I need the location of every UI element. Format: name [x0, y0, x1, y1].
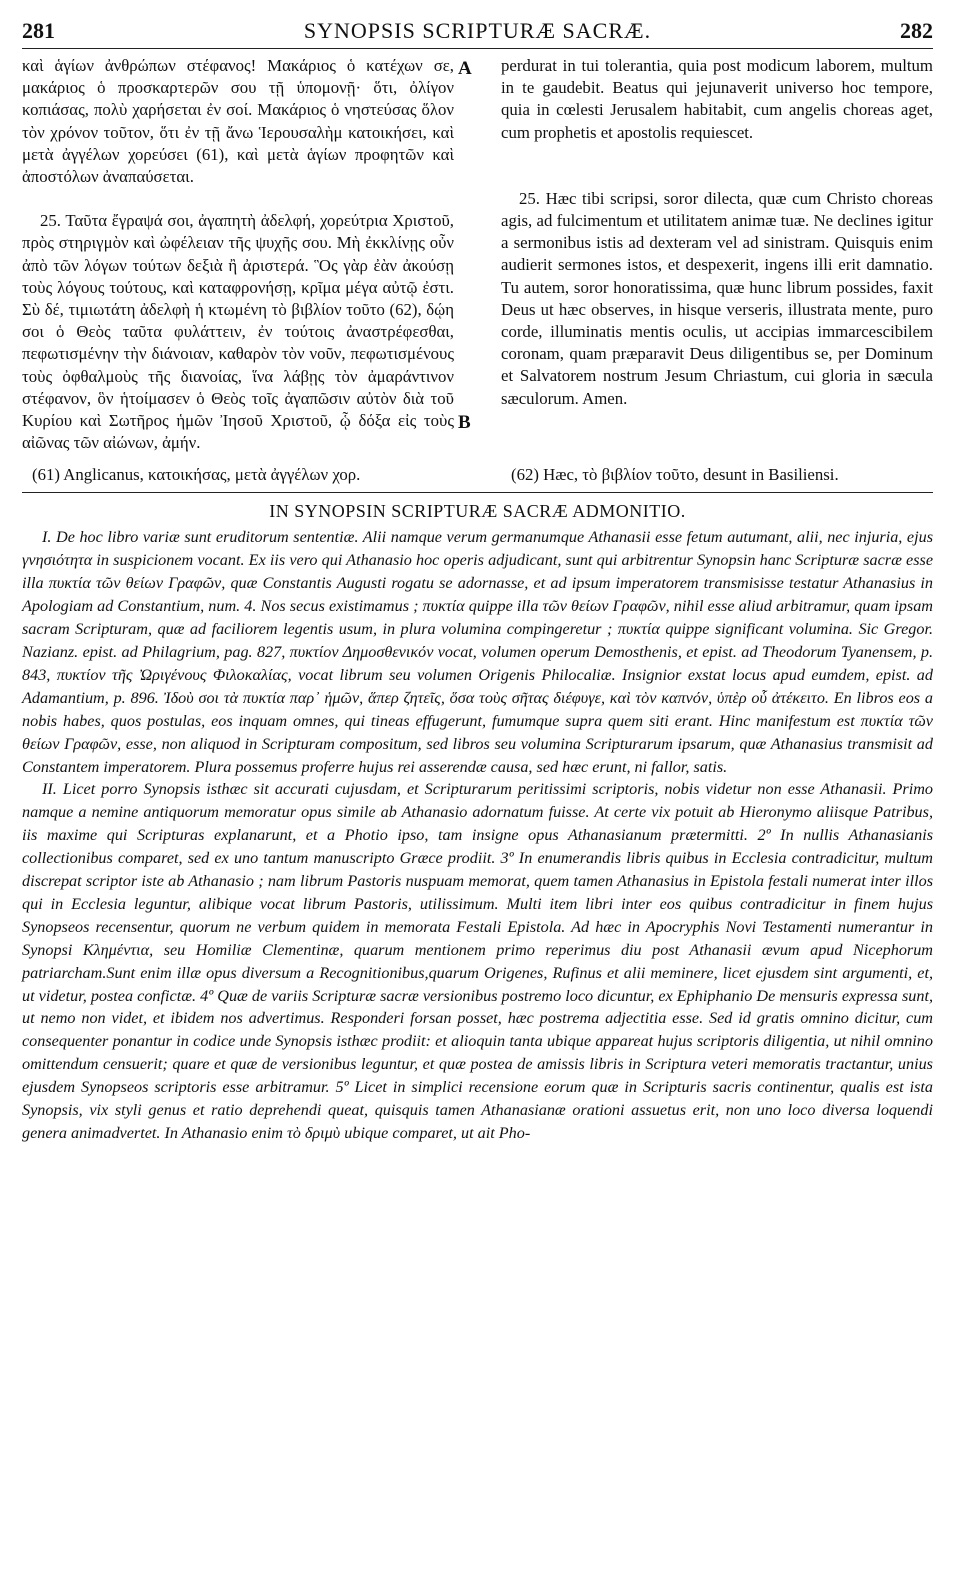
- footnote-61: (61) Anglicanus, κατοικήσας, μετὰ ἀγγέλων χορ.: [32, 465, 361, 485]
- greek-paragraph-1: καὶ ἁγίων ἀνθρώπων στέφανος! Μακάριος ὁ κατέχων σε, μακάριος ὁ προσκαρτερῶν σου τῇ ὑπομονῇ· ὅτι, ὀλίγον κοπιάσας, πολὺ χαρήσεται ἐν σοί. Μακάριος ὁ νηστεύσας ὅλον τὸν χρόνον τοῦτον, ὅτι ἐν τῇ ἄνω Ἱερουσαλὴμ κατοικήσει, καὶ μετὰ ἀγγέλων χορεύσει (61), καὶ μετὰ ἁγίων προφητῶν καὶ ἀποστόλων ἀναπαύσεται.: [22, 56, 454, 187]
- margin-marker-b: B: [458, 412, 471, 433]
- footnote-62: (62) Hæc, τὸ βιβλίον τοῦτο, desunt in Basiliensi.: [511, 465, 839, 485]
- admonitio-title: IN SYNOPSIN SCRIPTURÆ SACRÆ ADMONITIO.: [269, 501, 686, 522]
- left-page-number: 281: [22, 18, 55, 43]
- admonitio-body: [22, 526, 933, 1144]
- latin-paragraph-2: 25. Hæc tibi scripsi, soror dilecta, quæ cum Christo choreas agis, ad fulcimentum et utilitatem animæ tuæ. Ne declines igitur a sermonibus istis ad dexteram vel ad sinistram. Quisquis enim audierit sermones istos, et despexerit, ingens illi erit damnatio. Tu autem, soror honoratissima, quæ hunc librum possides, faxit Deus ut hæc observes, in hisque verseris, illustrata mente, puro corde, illuminatis mentis oculis, ut accipias immarcescibilem coronam, quam præparavit Deus diligentibus se, per Dominum et Salvatorem nostrum Jesum Chriastum, cui gloria in sæcula sæculorum. Amen.: [501, 188, 933, 408]
- admonitio-paragraph-2: II. Licet porro Synopsis isthæc sit accurati cujusdam, et Scripturarum peritissimi scriptoris, nobis videtur non esse Athanasii. Primo namque a nemine antiquorum memoratur opus simile ab Athanasio adornatum fuisse. At certe vix potuit ab Hieronymo aliisque Patribus, iis maxime qui Scripturas explanarunt, et a Photio ipso, tam insigne opus Athanasianum prætermitti. 2º In nullis Athanasianis collectionibus comparet, sed ex uno tantum manuscripto Græce prodiit. 3º In enumerandis libris quibus in Ecclesia contradicitur, multum discrepat scriptor iste ab Athanasio ; nam librum Pastoris nuspuam memorat, quem tamen Athanasius in Epistola festali numerat inter illos qui in Ecclesia leguntur, alibique vocat librum Pastoris, utilissimum. Multi item libri inter eos quibus contradicitur in finem hujus Synopseos recensentur, quorum ne verbum quidem in memorata Festali Epistola. Ad hæc in Apocryphis Novi Testamenti numerantur in Synopsi Κλημέντια, seu Homiliæ Clementinæ, quarum mentionem primo reperimus diu post Athanasii ævum apud Nicephorum patriarcham.Sunt enim illæ opus diversum a Recognitionibus,quarum Origenes, Rufinus et alii meminere, licet ejusdem sint argumenti, et, ut videtur, postea confictæ. 4º Quæ de variis Scripturæ sacræ versionibus postremo loco dicuntur, ex Ephiphanio De mensuris expressa sunt, ut nemo non videt, et ibidem nos advertimus. Responderi forsan posset, hæc postrema adjectitia esse. Sed id gratis omnino dicitur, cum consequenter ponantur in codice unde Synopsis isthæc prodiit: et alioquin tanta ubique appareat hujus scriptoris diligentia, ut nihil omnino omittendum censuerit; quare et quæ de versionibus leguntur, et quæ postea de amissis libris in Scriptura veteri memoratis tractantur, unius ejusdem Synopseos scriptoris esse arbitramur. 5º Licet in simplici recensione eorum quæ in Scripturis sacris continentur, qualis est ista Synopsis, vix styli genus et ratio deprehendi queat, quisquis tamen Athanasianæ orationi assuetus erit, non uno loco diversa loquendi genera animadvertet. In Athanasio enim τὸ δριμὺ ubique comparet, ut ait Pho-: [22, 780, 933, 1143]
- footnotes: [22, 464, 933, 486]
- running-header: [22, 14, 933, 49]
- margin-marker-a: A: [458, 58, 472, 79]
- greek-paragraph-2: 25. Ταῦτα ἔγραψά σοι, ἀγαπητὴ ἀδελφή, χορεύτρια Χριστοῦ, πρὸς στηριγμὸν καὶ ὠφέλειαν τῆς ψυχῆς σου. Μὴ ἐκκλίνῃς οὖν ἀπὸ τῶν λόγων τούτων δεξιὰ ἢ ἀριστερά. Ὃς γὰρ ἐὰν ἀκούσῃ τοὺς λόγους τούτους, καὶ καταφρονήσῃ, κρῖμα μέγα αὐτῷ ἐστι. Σὺ δέ, τιμιωτάτη ἀδελφὴ ἡ κτωμένη τὸ βιβλίον τοῦτο (62), δῴη σοι ὁ Θεὸς ταῦτα φυλάττειν, ἐν τούτοις ἀναστρέφεσθαι, πεφωτισμένην τὴν διάνοιαν, καθαρὸν τὸν νοῦν, πεφωτισμένους τοὺς ὀφθαλμοὺς τῆς διανοίας, ἵνα λάβῃς τὸν ἀμαράντινον στέφανον, ὃν ἡτοίμασεν ὁ Θεὸς τοῖς ἀγαπῶσιν αὐτὸν διὰ τοῦ Κυρίου καὶ Σωτῆρος ἡμῶν Ἰησοῦ Χριστοῦ, ᾧ δόξα εἰς τοὺς αἰῶνας τῶν αἰώνων, ἀμήν.: [22, 211, 454, 453]
- parallel-columns: [22, 55, 933, 454]
- section-divider: [22, 492, 933, 493]
- running-title: SYNOPSIS SCRIPTURÆ SACRÆ.: [303, 18, 652, 43]
- greek-column: [22, 55, 454, 454]
- admonitio-paragraph-1: I. De hoc libro variæ sunt eruditorum sententiæ. Alii namque verum germanumque Athanasii esse fetum autumant, alii, nec injuria, ejus γνησιότητα in suspicionem vocant. Ex iis vero qui Athanasio hoc operis adjudicant, sunt qui arbitrentur Synopsin hanc Scripturæ sacræ esse illa πυκτία τῶν θείων Γραφῶν, quæ Constantis Augusti rogatu se adornasse, et ad ipsum imperatorem transmisisse testatur Athanasius in Apologiam ad Constantium, num. 4. Nos secus existimamus ; πυκτία quippe illa τῶν θείων Γραφῶν, nihil esse aliud arbitramur, quam ipsam sacram Scripturam, quæ ad faciliorem legentis usum, in plura volumina compingeretur ; πυκτία quippe significant volumina. Sic Gregor. Nazianz. epist. ad Philagrium, pag. 827, πυκτίον Δημοσθενικόν vocat, volumen operum Demosthenis, et epist. ad Theodorum Tyanensem, p. 843, πυκτίον τῆς Ὠριγένους Φιλοκαλίας, vocat librum seu volumen Origenis Philocaliæ. Insignior exstat locus apud eumdem, epist. ad Adamantium, p. 896. Ἰδοὺ σοι τὰ πυκτία παρ᾽ ἡμῶν, ἅπερ ζητεῖς, ὅσα τοὺς σῆτας διέφυγε, καὶ τὸν καπνόν, ὑπὲρ οὗ ἀτέκειτο. En libros eos a nobis habes, quos postulas, eos inquam omnes, qui tineas effugerunt, fumumque supra quem siti erant. Hinc manifestum est πυκτία τῶν θείων Γραφῶν, esse, non aliquod in Scripturam compositum, sed libros seu volumina Scripturarum ipsarum, quæ Athanasius transmisit ad Constantem imperatorem. Plura possemus proferre hujus rei asserendæ causa, sed hæc erunt, ni fallor, satis.: [22, 528, 933, 776]
- right-page-number: 282: [900, 18, 933, 43]
- latin-paragraph-1: perdurat in tui tolerantia, quia post modicum laborem, multum in te gaudebit. Beatus qui jejunaverit universo hoc tempore, quia in cœlesti Jerusalem habitabit, cum angelis choreas aget, cum prophetis et apostolis requiescet.: [501, 56, 933, 142]
- latin-column: [501, 55, 933, 454]
